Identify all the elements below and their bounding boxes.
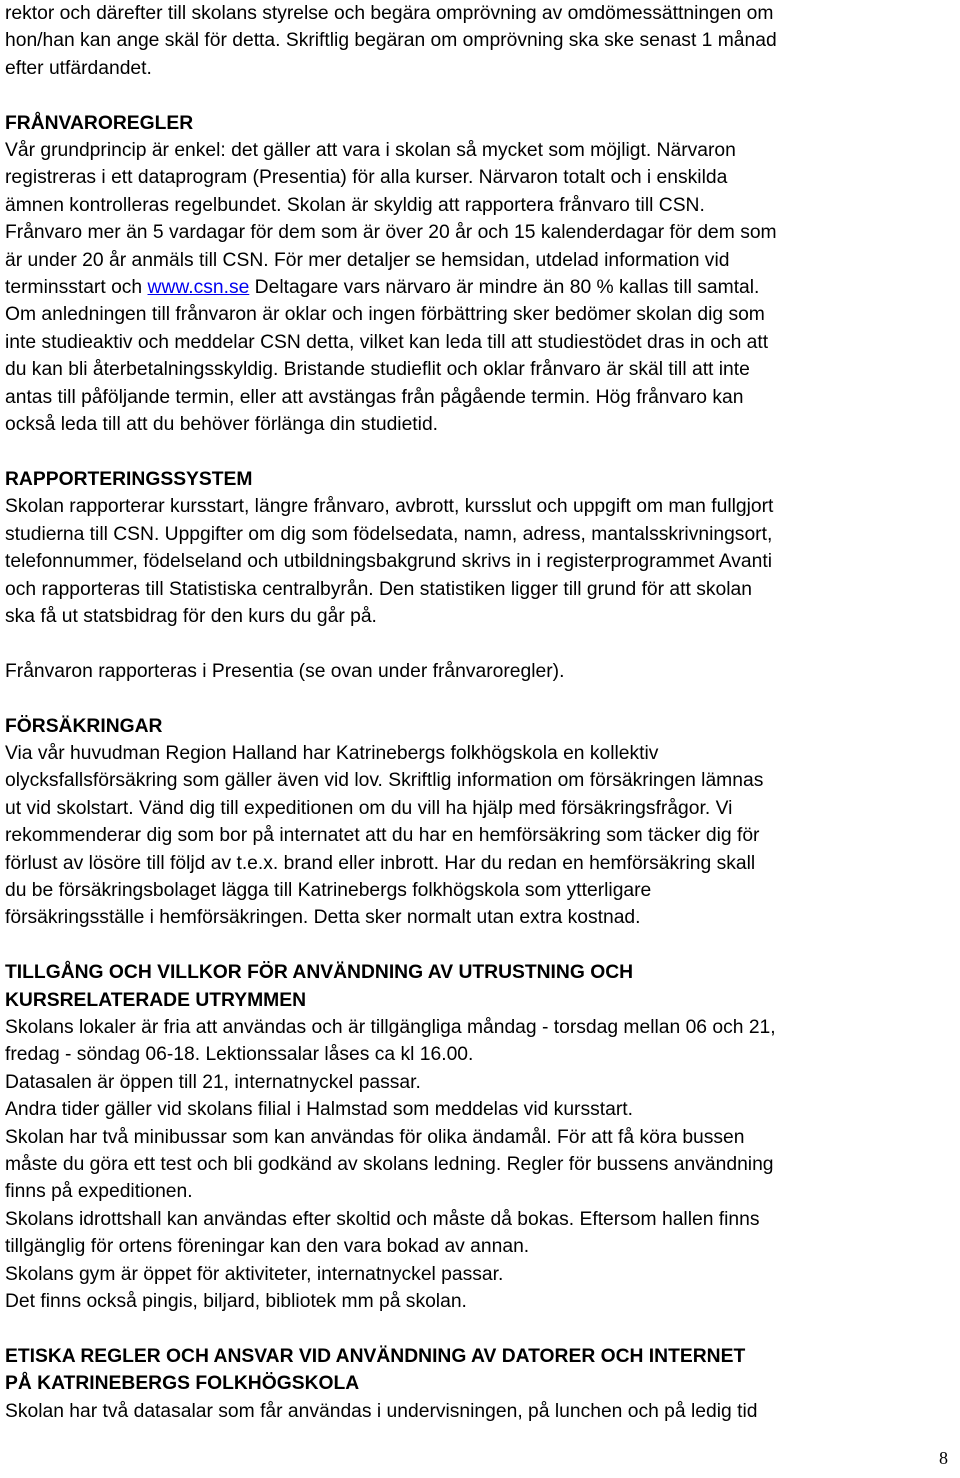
spacer <box>5 932 955 959</box>
section-forsakringar <box>5 713 955 932</box>
franvaro-paragraph <box>5 137 955 438</box>
section-etiska-regler <box>5 1343 955 1425</box>
section-heading-franvaroregler: FRÅNVAROREGLER <box>5 112 194 134</box>
section-heading-forsakringar: FÖRSÄKRINGAR <box>5 715 163 737</box>
intro-paragraph: rektor och därefter till skolans styrelse och begära omprövning av omdömessättningen om hon/han kan ange skäl för detta. Skriftlig begäran om omprövning ska ske senast 1 månad efter utfärdandet. <box>5 3 777 79</box>
page-number: 8 <box>939 1448 948 1468</box>
section-heading-etiska-regler: ETISKA REGLER OCH ANSVAR VID ANVÄNDNING AV DATORER OCH INTERNET PÅ KATRINEBERGS FOLKHÖGSKOLA <box>5 1345 746 1395</box>
franvaro-text-after-link: Deltagare vars närvaro är mindre än 80 % kallas till samtal. Om anledningen till frånvaron är oklar och ingen förbättring sker bedömer skolan dig som inte studieaktiv och meddelar CSN detta, vilket kan leda till att studiestödet dras in och att du kan bli återbetalningsskyldig. Bristande studieflit och oklar frånvaro är skäl till att inte antas till påföljande termin, eller att avstängas från pågående termin. Hög frånvaro kan också leda till att du behöver förlänga din studietid. <box>5 277 769 436</box>
spacer <box>5 1315 955 1342</box>
section-heading-tillgang: TILLGÅNG OCH VILLKOR FÖR ANVÄNDNING AV UTRUSTNING OCH KURSRELATERADE UTRYMMEN <box>5 962 634 1011</box>
spacer <box>5 685 955 712</box>
section-rapporteringssystem <box>5 466 955 685</box>
rapportering-paragraph: Skolan rapporterar kursstart, längre frånvaro, avbrott, kursslut och uppgift om man fullgjort studierna till CSN. Uppgifter om dig som födelsedata, namn, adress, mantalsskrivningsort, telefonnummer, födelseland och utbildningsbakgrund skrivs in i registerprogrammet Avanti och rapporteras till Statistiska centralbyrån. Den statistiken ligger till grund för att skolan ska få ut statsbidrag för den kurs du går på. <box>5 496 774 627</box>
section-heading-rapporteringssystem: RAPPORTERINGSSYSTEM <box>5 468 253 490</box>
spacer <box>5 630 955 657</box>
section-franvaroregler <box>5 110 955 439</box>
forsakringar-paragraph: Via vår huvudman Region Halland har Katrinebergs folkhögskola en kollektiv olycksfallsförsäkring som gäller även vid lov. Skriftlig information om försäkringen lämnas ut vid skolstart. Vänd dig till expeditionen om du vill ha hjälp med försäkringsfrågor. Vi rekommenderar dig som bor på internatet att du har en hemförsäkring som täcker dig för förlust av lösöre till följd av t.e.x. brand eller inbrott. Har du redan en hemförsäkring skall du be försäkringsbolaget lägga till Katrinebergs folkhögskola som ytterligare försäkringsställe i hemförsäkringen. Detta sker normalt utan extra kostnad. <box>5 742 764 929</box>
etiska-paragraph: Skolan har två datasalar som får användas i undervisningen, på lunchen och på ledig tid <box>5 1400 758 1422</box>
section-tillgang <box>5 959 955 1315</box>
csn-link[interactable]: www.csn.se <box>147 277 250 299</box>
rapportering-note: Frånvaron rapporteras i Presentia (se ovan under frånvaroregler). <box>5 660 565 682</box>
tillgang-paragraph: Skolans lokaler är fria att användas och är tillgängliga måndag - torsdag mellan 06 och 21, fredag - söndag 06-18. Lektionssalar låses ca kl 16.00. Datasalen är öppen till 21, internatnyckel passar. Andra tider gäller vid skolans filial i Halmstad som meddelas vid kursstart. Skolan har två minibussar som kan användas för olika ändamål. För att få köra bussen måste du göra ett test och bli godkänd av skolans ledning. Regler för bussens användning finns på expeditionen. Skolans idrottshall kan användas efter skoltid och måste då bokas. Eftersom hallen finns tillgänglig för ortens föreningar kan den vara bokad av annan. Skolans gym är öppet för aktiviteter, internatnyckel passar. Det finns också pingis, biljard, bibliotek mm på skolan. <box>5 1016 776 1313</box>
spacer <box>5 438 955 465</box>
franvaro-text-before-link: Vår grundprincip är enkel: det gäller att vara i skolan så mycket som möjligt. Närvaron registreras i ett dataprogram (Presentia) för alla kurser. Närvaron totalt och i enskilda ämnen kontrolleras regelbundet. Skolan är skyldig att rapportera frånvaro till CSN. Frånvaro mer än 5 vardagar för dem som är över 20 år och 15 kalenderdagar för dem som är under 20 år anmäls till CSN. För mer detaljer se hemsidan, utdelad information vid terminsstart och <box>5 140 777 299</box>
document-page <box>5 0 955 1425</box>
spacer <box>5 82 955 109</box>
